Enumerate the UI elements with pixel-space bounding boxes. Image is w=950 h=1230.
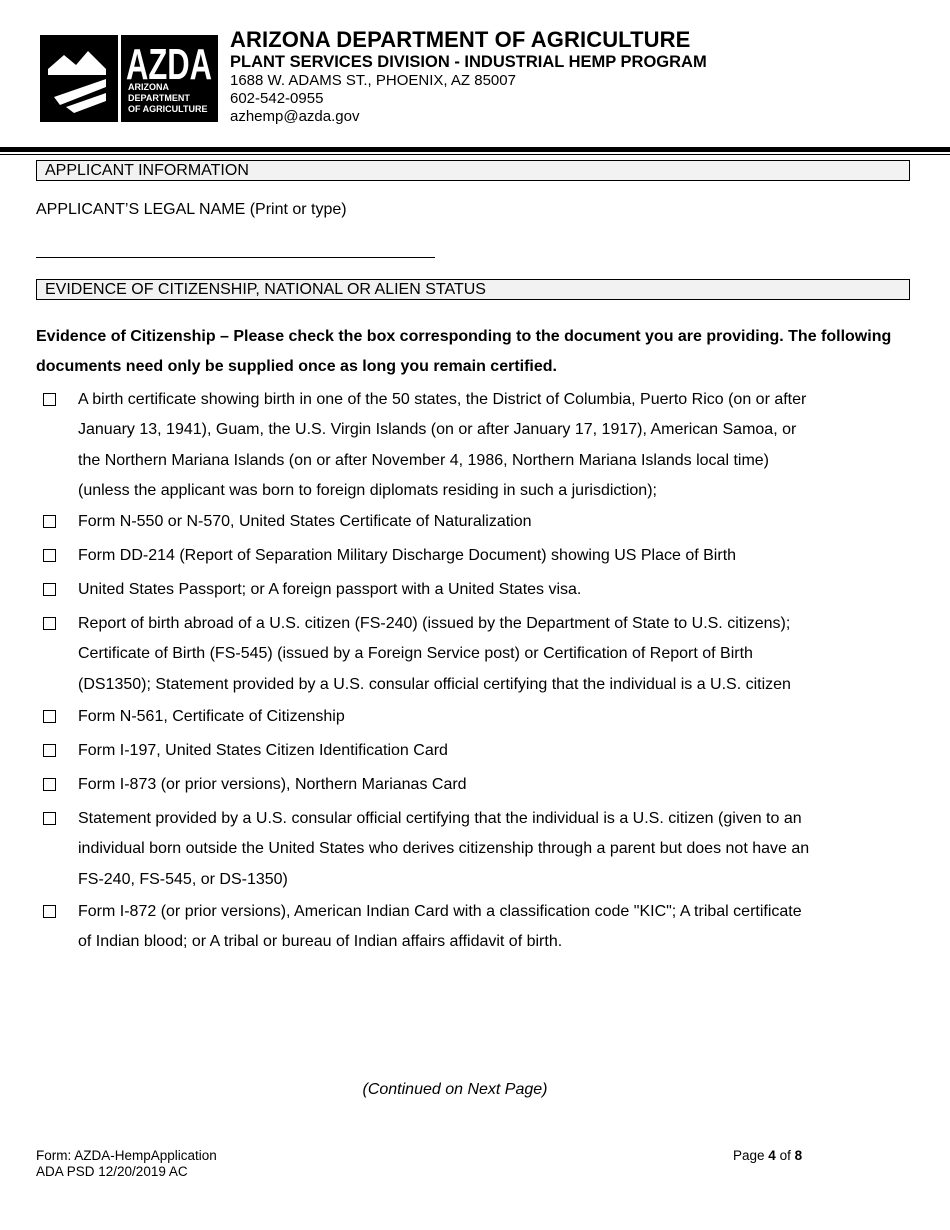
text-line: A birth certificate showing birth in one of the 50 states, the District of Columbia, Puerto Rico (on or after: [78, 390, 807, 408]
text-line: Form N-550 or N-570, United States Certificate of Naturalization: [78, 512, 532, 530]
list-item-text: [78, 385, 878, 507]
legal-name-underline: [36, 257, 435, 258]
footer-form-info: [36, 1148, 217, 1180]
logo-wordmark: AZDA: [126, 40, 212, 89]
checkbox-i-197[interactable]: [43, 744, 56, 757]
form-revision: ADA PSD 12/20/2019 AC: [36, 1164, 188, 1179]
arizona-emblem-icon: [44, 41, 116, 115]
page-number: [733, 1148, 802, 1164]
text-line: Form N-561, Certificate of Citizenship: [78, 707, 345, 725]
text-line: of Indian blood; or A tribal or bureau of Indian affairs affidavit of birth.: [78, 933, 563, 950]
page-current: 4: [768, 1148, 776, 1163]
checkbox-birth-abroad-report[interactable]: [43, 617, 56, 630]
list-item-text: [78, 770, 878, 801]
checkbox-passport[interactable]: [43, 583, 56, 596]
logo-line-2: DEPARTMENT: [128, 93, 190, 103]
list-item-text: [78, 897, 878, 958]
citizenship-section-header: [36, 279, 910, 300]
list-item-text: [78, 575, 878, 606]
text-line: Statement provided by a U.S. consular official certifying that the individual is a U.S. citizen (given to an: [78, 809, 802, 827]
text-line: United States Passport; or A foreign passport with a United States visa.: [78, 580, 582, 598]
header-rule-thin: [0, 154, 950, 155]
checkbox-n-561[interactable]: [43, 710, 56, 723]
logo-line-1: ARIZONA: [128, 82, 169, 92]
organization-name: ARIZONA DEPARTMENT OF AGRICULTURE: [230, 27, 691, 52]
form-id: Form: AZDA-HempApplication: [36, 1148, 217, 1163]
azda-logo-graphic: [40, 35, 218, 122]
header-rule-thick: [0, 147, 950, 152]
letterhead: [0, 0, 950, 150]
page-word: Page: [733, 1148, 765, 1163]
checkbox-consular-statement[interactable]: [43, 812, 56, 825]
checkbox-dd-214[interactable]: [43, 549, 56, 562]
checkbox-naturalization-certificate[interactable]: [43, 515, 56, 528]
text-line: Form I-873 (or prior versions), Northern Marianas Card: [78, 775, 467, 793]
phone: 602-542-0955: [230, 90, 324, 107]
text-line: individual born outside the United States who derives citizenship through a parent but does not have an: [78, 840, 810, 857]
checkbox-i-873[interactable]: [43, 778, 56, 791]
checkbox-birth-certificate[interactable]: [43, 393, 56, 406]
address: 1688 W. ADAMS ST., PHOENIX, AZ 85007: [230, 72, 516, 89]
list-item-text: [78, 804, 878, 896]
list-item-text: [78, 507, 878, 538]
logo-line-3: OF AGRICULTURE: [128, 104, 208, 114]
section-title: APPLICANT INFORMATION: [45, 162, 249, 179]
citizenship-instructions: Evidence of Citizenship – Please check the box corresponding to the document you are providing. The following documents need only be supplied once as long you remain certified.: [36, 328, 892, 375]
list-item-text: [78, 541, 878, 572]
text-line: Form I-872 (or prior versions), American Indian Card with a classification code "KIC"; A tribal certificate: [78, 902, 802, 920]
text-line: Certificate of Birth (FS-545) (issued by a Foreign Service post) or Certification of Report of Birth: [78, 645, 753, 662]
checkbox-american-indian-card[interactable]: [43, 905, 56, 918]
page-of: of: [779, 1148, 791, 1163]
text-line: (unless the applicant was born to foreign diplomats residing in such a jurisdiction);: [78, 482, 657, 499]
legal-name-label: APPLICANT’S LEGAL NAME (Print or type): [36, 201, 347, 218]
text-line: January 13, 1941), Guam, the U.S. Virgin Islands (on or after January 17, 1917), American Samoa, or: [78, 421, 797, 438]
azda-logo: [40, 35, 218, 122]
list-item-text: [78, 609, 878, 701]
page-total: 8: [794, 1148, 803, 1163]
text-line: Form I-197, United States Citizen Identification Card: [78, 741, 448, 759]
organization-info: [230, 28, 707, 126]
list-item-text: [78, 736, 878, 767]
applicant-information-section-header: [36, 160, 910, 181]
list-item-text: [78, 702, 878, 733]
legal-name-field[interactable]: [36, 236, 435, 256]
text-line: Report of birth abroad of a U.S. citizen (FS-240) (issued by the Department of State to U.S. citizens);: [78, 614, 791, 632]
continued-note: (Continued on Next Page): [362, 1081, 548, 1098]
section-title: EVIDENCE OF CITIZENSHIP, NATIONAL OR ALIEN STATUS: [45, 281, 486, 298]
text-line: Form DD-214 (Report of Separation Military Discharge Document) showing US Place of Birth: [78, 546, 737, 564]
division-name: PLANT SERVICES DIVISION - INDUSTRIAL HEMP PROGRAM: [230, 53, 707, 71]
email: azhemp@azda.gov: [230, 108, 360, 125]
text-line: (DS1350); Statement provided by a U.S. consular official certifying that the individual is a U.S. citizen: [78, 675, 791, 693]
text-line: FS-240, FS-545, or DS-1350): [78, 870, 288, 888]
text-line: the Northern Mariana Islands (on or after November 4, 1986, Northern Mariana Islands local time): [78, 451, 769, 469]
